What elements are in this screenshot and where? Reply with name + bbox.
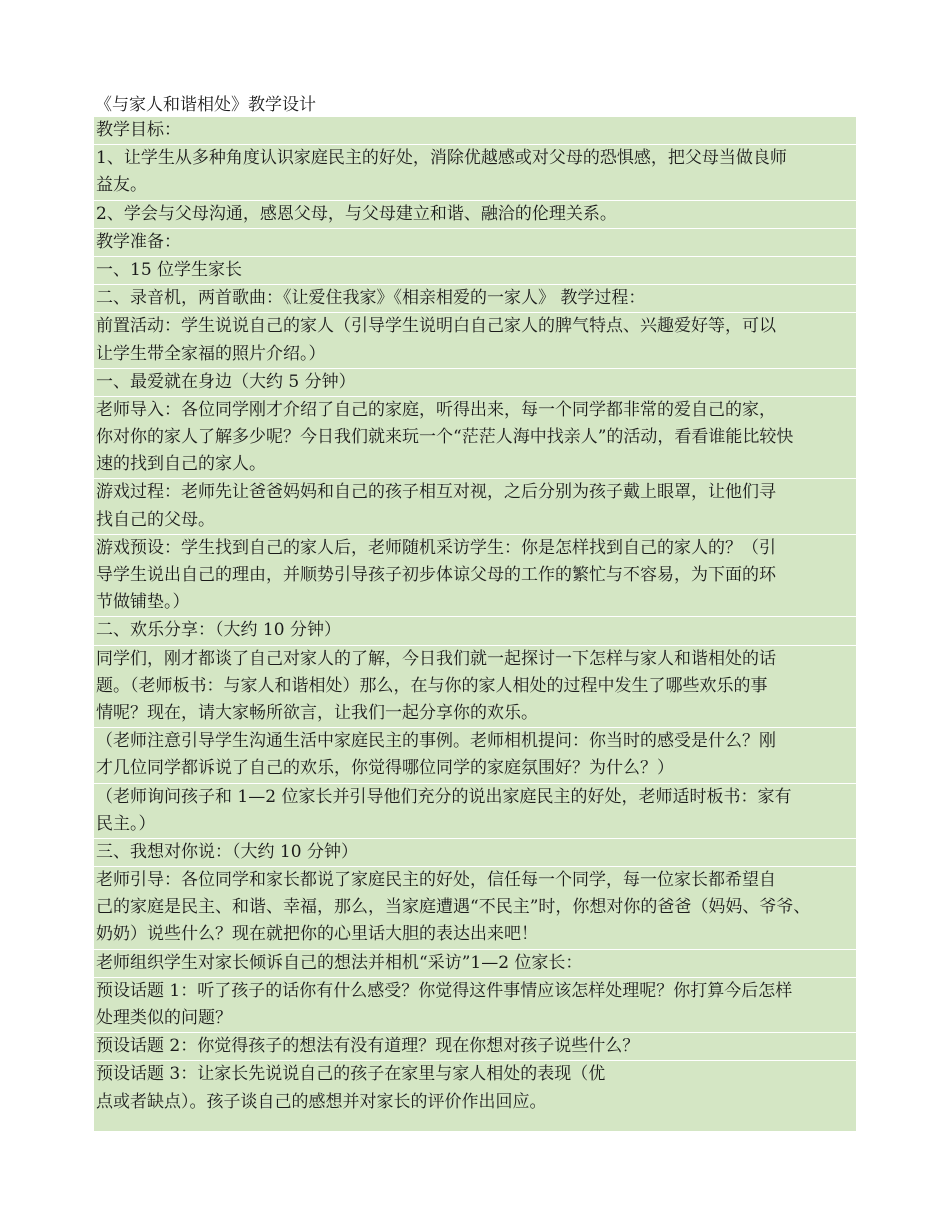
- text-line: 游戏过程：老师先让爸爸妈妈和自己的孩子相互对视，之后分别为孩子戴上眼罩，让他们寻: [96, 482, 776, 503]
- text-line: 才几位同学都诉说了自己的欢乐，你觉得哪位同学的家庭氛围好？为什么？）: [96, 758, 674, 779]
- text-line: （老师注意引导学生沟通生活中家庭民主的事例。老师相机提问：你当时的感受是什么？刚: [96, 731, 776, 752]
- paragraph: [94, 977, 856, 1032]
- text-line: 2、学会与父母沟通，感恩父母，与父母建立和谐、融洽的伦理关系。: [96, 203, 617, 224]
- text-line: 二、录音机，两首歌曲：《让爱住我家》《相亲相爱的一家人》 教学过程：: [96, 288, 646, 309]
- text-line: 预设话题 3：让家长先说说自己的孩子在家里与家人相处的表现（优: [96, 1064, 606, 1085]
- text-line: 同学们，刚才都谈了自己对家人的了解，今日我们就一起探讨一下怎样与家人和谐相处的话: [96, 648, 776, 669]
- text-line: 情呢？现在，请大家畅所欲言，让我们一起分享你的欢乐。: [96, 702, 538, 723]
- text-line: 奶奶）说些什么？现在就把你的心里话大胆的表达出来吧！: [96, 924, 538, 945]
- text-line: 教学目标：: [96, 120, 181, 140]
- paragraph: [94, 396, 856, 479]
- paragraph: [94, 727, 856, 782]
- lesson-plan-content: [94, 117, 856, 1131]
- paragraph: [94, 312, 856, 367]
- paragraph: [94, 645, 856, 728]
- text-line: 一、15 位学生家长: [96, 259, 243, 280]
- paragraph: [94, 200, 856, 228]
- text-line: 处理类似的问题？: [96, 1008, 232, 1028]
- text-line: 老师导入：各位同学刚才介绍了自己的家庭，听得出来，每一个同学都非常的爱自己的家，: [96, 399, 776, 420]
- paragraph: [94, 117, 856, 144]
- text-line: 找自己的父母。: [96, 509, 215, 530]
- paragraph: [94, 228, 856, 256]
- paragraph: [94, 478, 856, 533]
- document-title: 《与家人和谐相处》教学设计: [95, 95, 316, 115]
- paragraph: [94, 1060, 856, 1115]
- text-line: 导学生说出自己的理由，并顺势引导孩子初步体谅父母的工作的繁忙与不容易，为下面的环: [96, 565, 776, 585]
- text-line: 题。（老师板书：与家人和谐相处）那么，在与你的家人相处的过程中发生了哪些欢乐的事: [96, 675, 768, 696]
- paragraph: [94, 616, 856, 644]
- text-line: 民主。）: [96, 813, 156, 834]
- paragraph: [94, 1032, 856, 1060]
- paragraph: [94, 838, 856, 866]
- paragraph: [94, 368, 856, 396]
- text-line: 让学生带全家福的照片介绍。）: [96, 343, 326, 364]
- paragraph: [94, 949, 856, 977]
- paragraph: [94, 284, 856, 312]
- text-line: 节做铺垫。）: [96, 592, 190, 613]
- text-line: 预设话题 2：你觉得孩子的想法有没有道理？现在你想对孩子说些什么？: [96, 1036, 640, 1057]
- paragraph: [94, 866, 856, 949]
- paragraph: [94, 534, 856, 617]
- paragraph: [94, 783, 856, 838]
- text-line: （老师询问孩子和 1—2 位家长并引导他们充分的说出家庭民主的好处，老师适时板书：家有: [96, 786, 792, 807]
- text-line: 前置活动：学生说说自己的家人（引导学生说明白自己家人的脾气特点、兴趣爱好等，可以: [96, 316, 776, 337]
- text-line: 己的家庭是民主、和谐、幸福，那么，当家庭遭遇“不民主”时，你想对你的爸爸（妈妈、爷爷、: [96, 897, 811, 918]
- text-line: 三、我想对你说：（大约 10 分钟）: [96, 841, 358, 862]
- text-line: 速的找到自己的家人。: [96, 454, 266, 475]
- text-line: 益友。: [96, 175, 147, 196]
- text-line: 预设话题 1：听了孩子的话你有什么感受？你觉得这件事情应该怎样处理呢？你打算今后怎样: [96, 980, 793, 1001]
- text-line: 游戏预设：学生找到自己的家人后，老师随机采访学生：你是怎样找到自己的家人的？（引: [96, 537, 776, 558]
- text-line: 点或者缺点）。孩子谈自己的感想并对家长的评价作出回应。: [96, 1091, 547, 1112]
- text-line: 老师组织学生对家长倾诉自己的想法并相机“采访”1—2 位家长：: [96, 952, 583, 973]
- paragraph: [94, 144, 856, 199]
- text-line: 老师引导：各位同学和家长都说了家庭民主的好处，信任每一个同学，每一位家长都希望自: [96, 870, 776, 891]
- text-line: 1、让学生从多种角度认识家庭民主的好处，消除优越感或对父母的恐惧感，把父母当做良师: [96, 148, 787, 169]
- paragraph: [94, 256, 856, 284]
- text-line: 二、欢乐分享：（大约 10 分钟）: [96, 620, 341, 641]
- text-line: 一、最爱就在身边（大约 5 分钟）: [96, 371, 356, 392]
- text-line: 你对你的家人了解多少呢？今日我们就来玩一个“茫茫人海中找亲人”的活动，看看谁能比较快: [96, 427, 794, 448]
- text-line: 教学准备：: [96, 231, 181, 252]
